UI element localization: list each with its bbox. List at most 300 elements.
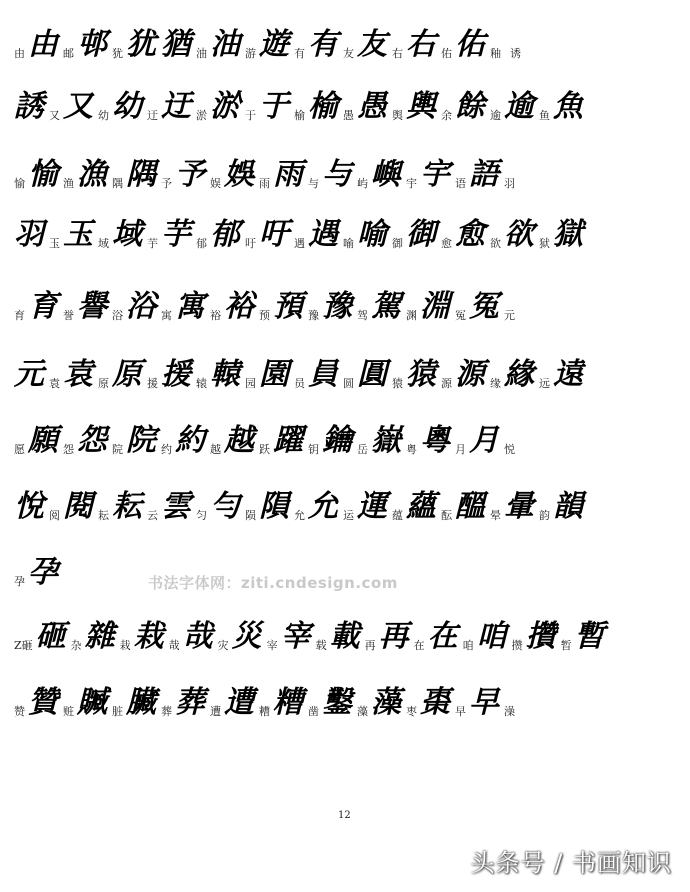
watermark-text: 书法字体网：ziti.cndesign.com [148,574,398,592]
simplified-character: 语 [455,177,466,190]
character-entry [308,158,351,192]
calligraphy-character: 愚 [357,89,386,124]
calligraphy-character: 佑 [455,27,484,62]
simplified-character: 诱 [510,47,521,60]
calligraphy-character: 砸 [35,619,65,654]
simplified-character: 咱 [462,639,474,652]
calligraphy-character: 迂 [161,89,190,124]
simplified-character: 暂 [560,639,572,652]
calligraphy-character: 魚 [553,89,582,124]
calligraphy-character: 早 [469,685,498,720]
calligraphy-character: 再 [378,619,408,654]
calligraphy-character: 予 [175,157,204,192]
character-entry [455,424,498,458]
character-entry [259,158,302,192]
character-entry [14,158,57,192]
character-entry [441,490,484,524]
calligraphy-character: 贊 [28,685,57,720]
simplified-character: 跃 [259,443,270,456]
simplified-character: 淤 [196,109,207,122]
calligraphy-character: 暫 [574,619,604,654]
calligraphy-character: 遇 [308,217,337,252]
character-entry [308,424,351,458]
calligraphy-character: 淤 [210,89,239,124]
simplified-character: 雨 [259,177,270,190]
simplified-character: 郁 [196,237,207,250]
simplified-character: 圆 [343,377,354,390]
character-entry [539,358,582,392]
calligraphy-character: 猶 [161,27,190,62]
calligraphy-character: 豫 [322,289,351,324]
simplified-character: 孕 [14,575,25,588]
simplified-character: 玉 [49,237,60,250]
simplified-character: 予 [161,177,172,190]
calligraphy-character: 嶽 [371,423,400,458]
simplified-character: 舆 [392,109,403,122]
calligraphy-character: 在 [427,619,457,654]
calligraphy-character: 藻 [371,685,400,720]
calligraphy-character: 遊 [259,27,288,62]
calligraphy-character: 預 [273,289,302,324]
calligraphy-character: 怨 [77,423,106,458]
character-entry [259,290,302,324]
simplified-character: 园 [245,377,256,390]
character-entry [512,620,555,654]
character-row [14,218,686,252]
simplified-character: 凿 [308,705,319,718]
calligraphy-character: 哉 [182,619,212,654]
simplified-character: 粤 [406,443,417,456]
character-entry [441,28,484,62]
character-entry [259,686,302,720]
character-entry [245,490,288,524]
simplified-character: 赞 [14,705,25,718]
calligraphy-character: 員 [308,357,337,392]
simplified-character: 狱 [539,237,550,250]
simplified-character: 裕 [210,309,221,322]
calligraphy-character: 袁 [63,357,92,392]
simplified-character: 遭 [210,705,221,718]
calligraphy-character: 逾 [504,89,533,124]
calligraphy-character: 浴 [126,289,155,324]
simplified-character: 迂 [147,109,158,122]
character-entry [510,48,524,62]
calligraphy-character: 羽 [14,217,43,252]
calligraphy-character: 蘊 [406,489,435,524]
calligraphy-character: 援 [161,357,190,392]
calligraphy-character: 宰 [280,619,310,654]
simplified-character: 脏 [112,705,123,718]
calligraphy-character: 雨 [273,157,302,192]
calligraphy-character: 棗 [420,685,449,720]
character-entry [365,620,408,654]
simplified-character: 岳 [357,443,368,456]
simplified-character: 渊 [406,309,417,322]
calligraphy-character: 贓 [77,685,106,720]
simplified-character: 邮 [63,47,74,60]
simplified-character: 宇 [406,177,417,190]
calligraphy-character: 咱 [476,619,506,654]
simplified-character: 院 [112,443,123,456]
character-entry [63,290,106,324]
calligraphy-character: 郁 [210,217,239,252]
simplified-character: 早 [455,705,466,718]
calligraphy-character: 友 [357,27,386,62]
calligraphy-character: 臟 [126,685,155,720]
simplified-character: 糟 [259,705,270,718]
calligraphy-character: 鑿 [322,685,351,720]
character-entry [245,358,288,392]
character-entry [14,620,65,654]
character-entry [120,620,163,654]
simplified-character: 喻 [343,237,354,250]
calligraphy-character: 院 [126,423,155,458]
calligraphy-character: 玉 [63,217,92,252]
calligraphy-character: 譽 [77,289,106,324]
source-watermark: 头条号 / 书画知识 [470,849,672,877]
simplified-character: 愉 [14,177,25,190]
calligraphy-character: 災 [231,619,261,654]
character-row [14,158,686,192]
character-entry [455,290,498,324]
simplified-character: 运 [343,509,354,522]
simplified-character: 蕴 [392,509,403,522]
simplified-character: 佑 [441,47,452,60]
calligraphy-character: 輿 [406,89,435,124]
calligraphy-character: 猿 [406,357,435,392]
simplified-character: 在 [413,639,425,652]
character-entry [14,218,43,252]
character-entry [294,490,337,524]
simplified-character: 耘 [98,509,109,522]
calligraphy-character: 隕 [259,489,288,524]
calligraphy-character: 誘 [14,89,43,124]
character-entry [490,90,533,124]
character-entry [210,686,253,720]
simplified-character: 遇 [294,237,305,250]
character-entry [14,490,43,524]
calligraphy-character: 願 [28,423,57,458]
calligraphy-character: 遭 [224,685,253,720]
character-entry [343,90,386,124]
calligraphy-character: 暈 [504,489,533,524]
calligraphy-character: 約 [175,423,204,458]
character-entry [196,90,239,124]
calligraphy-character: 粵 [420,423,449,458]
simplified-character: 宰 [266,639,278,652]
character-entry [14,556,57,590]
character-row [14,620,686,654]
simplified-character: 于 [245,109,256,122]
simplified-character: 酝 [441,509,452,522]
simplified-character: 猿 [392,377,403,390]
simplified-character: 与 [308,177,319,190]
calligraphy-character: 載 [329,619,359,654]
calligraphy-character: 韻 [553,489,582,524]
calligraphy-character: 醞 [455,489,484,524]
simplified-character: 愿 [14,443,25,456]
simplified-character: 赃 [63,705,74,718]
calligraphy-character: 駕 [371,289,400,324]
character-entry [406,158,449,192]
calligraphy-character: 原 [112,357,141,392]
simplified-character: 驾 [357,309,368,322]
simplified-character: 远 [539,377,550,390]
character-entry [267,620,310,654]
simplified-character: 浴 [112,309,123,322]
calligraphy-character: 愈 [455,217,484,252]
character-entry [392,28,435,62]
calligraphy-character: 由 [28,27,57,62]
calligraphy-character: 允 [308,489,337,524]
calligraphy-character: 油 [210,27,239,62]
character-entry [63,28,106,62]
character-entry [294,358,337,392]
calligraphy-character: 冤 [469,289,498,324]
character-entry [357,158,400,192]
character-entry [504,178,518,192]
character-entry [147,90,190,124]
simplified-character: 灾 [217,639,229,652]
character-entry [147,490,190,524]
character-entry [504,310,518,324]
character-entry [147,358,190,392]
character-entry [539,218,582,252]
calligraphy-character: 獄 [553,217,582,252]
character-entry [112,158,155,192]
character-entry [539,490,582,524]
simplified-character: 油 [196,47,207,60]
calligraphy-character: 犹 [126,27,155,62]
calligraphy-character: 孕 [28,555,57,590]
character-row [14,490,686,524]
calligraphy-character: 園 [259,357,288,392]
character-entry [463,620,506,654]
simplified-character: 羽 [504,177,515,190]
character-entry [98,218,141,252]
character-entry [259,424,302,458]
simplified-character: 怨 [63,443,74,456]
simplified-character: 再 [364,639,376,652]
simplified-character: 逾 [490,109,501,122]
calligraphy-character: 雲 [161,489,190,524]
character-entry [161,158,204,192]
simplified-character: 愚 [343,109,354,122]
character-entry [14,290,57,324]
simplified-character: 友 [343,47,354,60]
simplified-character: 攒 [511,639,523,652]
character-entry [196,28,239,62]
character-row [14,28,686,62]
character-entry [308,290,351,324]
simplified-character: 有 [294,47,305,60]
calligraphy-character: 愉 [28,157,57,192]
character-row [14,358,686,392]
calligraphy-character: 糟 [273,685,302,720]
calligraphy-character: 栽 [133,619,163,654]
character-entry [441,218,484,252]
character-entry [392,90,435,124]
character-entry [161,290,204,324]
character-entry [441,358,484,392]
calligraphy-character: 又 [63,89,92,124]
calligraphy-character: 有 [308,27,337,62]
character-entry [343,28,386,62]
calligraphy-character: 欲 [504,217,533,252]
character-entry [490,218,533,252]
calligraphy-character: 元 [14,357,43,392]
calligraphy-character: 餘 [455,89,484,124]
character-entry [490,490,533,524]
calligraphy-character: 悅 [14,489,43,524]
calligraphy-character: 裕 [224,289,253,324]
character-entry [357,686,400,720]
simplified-character: 越 [210,443,221,456]
character-entry [490,358,533,392]
simplified-character: 屿 [357,177,368,190]
character-entry [245,218,288,252]
calligraphy-character: 淵 [420,289,449,324]
calligraphy-character: 緣 [504,357,533,392]
calligraphy-character: 源 [455,357,484,392]
character-entry [406,686,449,720]
simplified-character: 愈 [441,237,452,250]
character-entry [245,28,288,62]
simplified-character: 预 [259,309,270,322]
calligraphy-character: 葬 [175,685,204,720]
calligraphy-character: 域 [112,217,141,252]
simplified-character: 韵 [539,509,550,522]
character-entry [14,90,43,124]
calligraphy-character: 躍 [273,423,302,458]
character-row [14,424,686,458]
character-entry [441,90,484,124]
simplified-character: 游 [245,47,256,60]
character-entry [294,90,337,124]
simplified-character: 辕 [196,377,207,390]
character-row [14,90,686,124]
simplified-character: 冤 [455,309,466,322]
simplified-character: 鱼 [539,109,550,122]
character-entry [308,686,351,720]
character-entry [98,490,141,524]
character-entry [49,490,92,524]
character-entry [14,424,57,458]
character-entry [14,686,57,720]
simplified-character: 载 [315,639,327,652]
calligraphy-character: 芋 [161,217,190,252]
calligraphy-character: 于 [259,89,288,124]
simplified-character: 誉 [63,309,74,322]
simplified-character: 晕 [490,509,501,522]
character-entry [343,358,386,392]
calligraphy-character: 喻 [357,217,386,252]
character-entry [357,290,400,324]
character-entry [414,620,457,654]
character-entry [71,620,114,654]
calligraphy-character: 隅 [126,157,155,192]
calligraphy-character: 与 [322,157,351,192]
calligraphy-character: 榆 [308,89,337,124]
simplified-character: 哉 [168,639,180,652]
simplified-character: 缘 [490,377,501,390]
character-entry [49,218,92,252]
simplified-character: 隅 [112,177,123,190]
simplified-character: 援 [147,377,158,390]
calligraphy-character: 娛 [224,157,253,192]
character-entry [210,158,253,192]
simplified-character: 匀 [196,509,207,522]
character-entry [406,290,449,324]
character-entry [112,28,155,62]
character-entry [112,290,155,324]
character-entry [455,158,498,192]
simplified-character: 云 [147,509,158,522]
simplified-character: Z砸 [14,639,33,652]
character-entry [196,358,239,392]
character-entry [357,424,400,458]
character-entry [343,218,386,252]
character-entry [490,48,504,62]
character-entry [504,706,518,720]
simplified-character: 又 [49,109,60,122]
character-entry [455,686,498,720]
character-entry [218,620,261,654]
simplified-character: 阅 [49,509,60,522]
character-entry [504,444,518,458]
simplified-character: 澡 [504,705,515,718]
character-entry [63,424,106,458]
character-entry [343,490,386,524]
character-entry [63,158,106,192]
calligraphy-character: 攢 [525,619,555,654]
simplified-character: 幼 [98,109,109,122]
simplified-character: 釉 [490,47,501,60]
calligraphy-character: 耘 [112,489,141,524]
calligraphy-character: 月 [469,423,498,458]
character-entry [98,358,141,392]
simplified-character: 栽 [119,639,131,652]
simplified-character: 葬 [161,705,172,718]
character-entry [14,28,57,62]
character-entry [196,490,239,524]
simplified-character: 员 [294,377,305,390]
character-entry [112,686,155,720]
calligraphy-character: 圓 [357,357,386,392]
calligraphy-character: 越 [224,423,253,458]
character-entry [63,686,106,720]
calligraphy-character: 語 [469,157,498,192]
calligraphy-character: 幼 [112,89,141,124]
character-entry [169,620,212,654]
simplified-character: 元 [504,309,515,322]
character-entry [112,424,155,458]
simplified-character: 悦 [504,443,515,456]
calligraphy-character: 雜 [84,619,114,654]
simplified-character: 源 [441,377,452,390]
calligraphy-character: 宇 [420,157,449,192]
character-entry [210,424,253,458]
character-row [14,686,686,720]
simplified-character: 欲 [490,237,501,250]
calligraphy-character: 邨 [77,27,106,62]
character-entry [161,686,204,720]
character-entry [539,90,582,124]
simplified-character: 由 [14,47,25,60]
simplified-character: 枣 [406,705,417,718]
simplified-character: 域 [98,237,109,250]
calligraphy-character: 勻 [210,489,239,524]
